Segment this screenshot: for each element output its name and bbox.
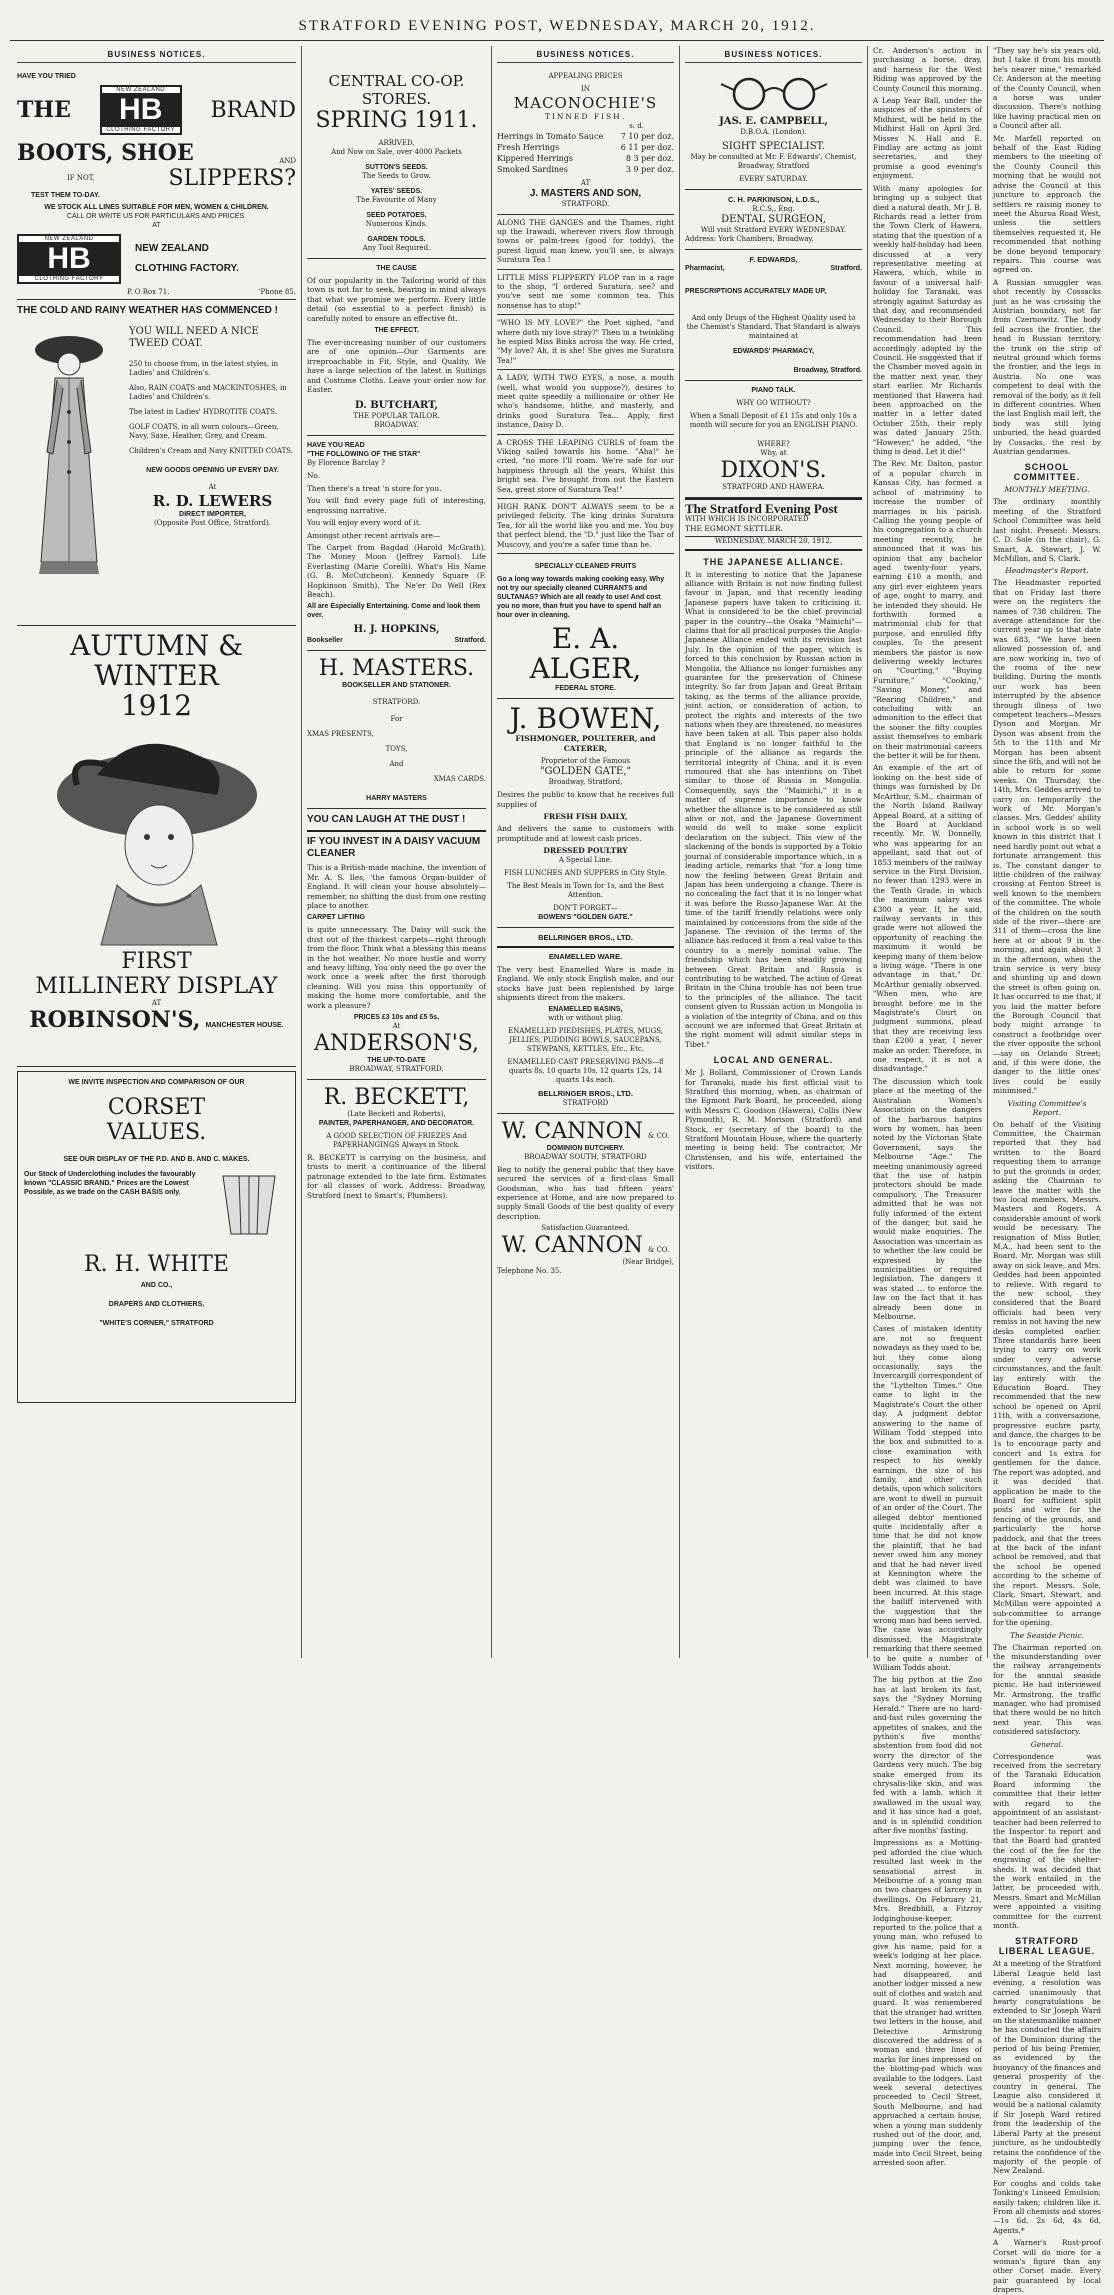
- mistaken-identity: Cases of mistaken identity are not so frequent nowadays as they used to be, but they come along occasionally, says the Invercargill correspondent of the "Lyttelton Times." One came to light in the Magistrate's Court the other day. A judgment debtor answering to the name of William Todd stepped into the box and submitted to a close examination with respect to his weekly earnings, the size of his family, and other such details, upon which solicitors are wont to dwell in pursuit of an order of the Court. The alleged debtor mentioned quite incidentally after a time that he did not know the plaintiff, that he had never owed him any money and that he had never lived at Kennington where the debt was claimed to have been incurred. At this stage the bailiff intervened with the suggestion that the wrong man had been served. The case was accordingly dismissed, the Magistrate remarking that there seemed to be quite a number of William Todds about.: [873, 1324, 982, 1673]
- stock-lines: WE STOCK ALL LINES SUITABLE FOR MEN, WOMEN & CHILDREN.: [44, 204, 269, 211]
- fish-item: Herrings in Tomato Sauce: [497, 131, 604, 141]
- federal-store: FEDERAL STORE.: [555, 685, 616, 693]
- enamelled-body: The very best Enamelled Ware is made in England. We only stock English make, and our stocks have just been replenished by large shipments direct from the makers.: [497, 964, 674, 1002]
- edwards-name: F. EDWARDS,: [749, 254, 798, 264]
- autumn-winter: AUTUMN & WINTER: [69, 629, 244, 692]
- stratford: STRATFORD: [562, 1098, 609, 1107]
- arrived: ARRIVED,: [378, 139, 415, 147]
- column-3: [492, 46, 680, 1658]
- dont-forget: DON'T FORGET—: [553, 903, 618, 912]
- for-label: For: [390, 715, 403, 724]
- stratford-hawera: STRATFORD AND HAWERA.: [722, 483, 825, 491]
- j-masters-son: J. MASTERS AND SON,: [529, 187, 642, 199]
- fish-price-row: [497, 142, 674, 153]
- bookseller-stationer: BOOKSELLER AND STATIONER.: [342, 682, 451, 690]
- masthead: STRATFORD EVENING POST, WEDNESDAY, MARCH 20, 1912.: [10, 14, 1104, 41]
- effect-text: The ever-increasing number of our customers are of one opinion—Our Garments are irreproachable in Fit, Style, and Quality. We have a large selection of the latest in Suitings and Costume Cloths. Leave your order now for Easter.: [307, 338, 486, 395]
- the-label: THE: [17, 96, 71, 123]
- broadway-stratford: BROADWAY, STRATFORD.: [349, 1065, 444, 1074]
- cold-weather-headline: THE COLD AND RAINY WEATHER HAS COMMENCED !: [17, 305, 278, 316]
- late-beckett: (Late Beckett and Roberts),: [347, 1110, 446, 1119]
- cannon-name-2: W. CANNON: [501, 1233, 643, 1259]
- tweed-coat: YOU WILL NEED A NICE TWEED COAT.: [129, 326, 259, 349]
- hb-logo: NEW ZEALAND HB CLOTHING FACTORY: [100, 85, 182, 135]
- every-page: You will find every page full of interesting, engrossing narrative.: [307, 496, 486, 515]
- new-goods: NEW GOODS OPENING UP EVERY DAY.: [146, 467, 279, 474]
- daisy-vacuum: IF YOU INVEST IN A DAISY VACUUM CLEANER: [307, 836, 481, 860]
- campbell-ad: [685, 67, 862, 190]
- maconochie-ad: [497, 67, 674, 215]
- column-2: [302, 46, 492, 1658]
- visiting-committee-report: On behalf of the Visiting Committee, the Chairman reported that they had written to the Board requesting them to arrange to put the grounds in order, asking the Chairman to leave the matter with the two local members, Messrs. Masters and Rogers. A considerable amount of work would be necessary. The resignation of Miss Butler, M.A., had been sent to the Board. Mr. Morgan was still away on sick leave, and Mrs. Geddes had been appointed to relieve. With regard to the new school, they considered that the Board officials had been very remiss in not having the new desks completed earlier. Three standards have been trying to carry on work under very adverse circumstances, and the fault lay entirely with the Education Board. They recommended that the new school be opened on April 11th, with a conversazione, progressive euchre party, and dance, the charges to be 1s to encourage party and concert and 1s extra for gentlemen for the dance. The report was adopted, and it was decided that application be made to the Board for sufficient split posts and wire for the fencing of the grounds, and particularly the horse paddock, and that the trees at the back of the infant school be removed, and that the school be opened according to the scheme of the report. Messrs. Sole, Clark, Smart, Stewart, and McMillan were appointed a sub-committee to arrange for the opening.: [993, 1119, 1102, 1628]
- leap-year-ball: A Leap Year Ball, under the auspices of the spinsters of Midhirst, will be held in the Midhirst Hall on April 3rd. Misses N. Hall and E. Findlay are acting as joint secretaries, and they promise a good evening's enjoyment.: [873, 96, 982, 181]
- invite-inspection: WE INVITE INSPECTION AND COMPARISON OF OUR: [68, 1079, 245, 1086]
- on-sale: And Now on Sale, over 4000 Packets: [331, 148, 462, 156]
- numerous-kinds: Numerous Kinds.: [365, 220, 428, 228]
- beckett-body: R. BECKETT is carrying on the business, and trusts to merit a continuance of the liberal patronage extended to the late firm. Estimates for all classes of work. Address: Broadway, Stratford (next to Smart's, Plumbers).: [307, 1153, 486, 1200]
- broadway: BROADWAY.: [374, 421, 419, 430]
- fishmonger: FISHMONGER, POULTERER, and CATERER,: [515, 734, 656, 753]
- prices: PRICES £3 10s and £5 5s,: [353, 1014, 440, 1022]
- warners-corset: A Warner's Rust-proof Corset will do more for a woman's figure than any other Corset made. Every pair guaranteed by local drapers.: [993, 2238, 1101, 2295]
- enamelled-list: ENAMELLED PIEDISHES, PLATES, MUGS, JELLIES, PUDDING BOWLS, SAUCEPANS, STEWPANS, KETTLES, Etc., Etc.: [507, 1027, 663, 1054]
- school-present: The ordinary monthly meeting of the Stratford School Committee was held last night. Present: Messrs. C. D. Sole (in the chair), G. Smart, A. Stewart, J. W. McMillan, and S. Clark.: [993, 497, 1101, 563]
- address: Address: York Chambers, Broadway.: [685, 234, 814, 243]
- lady-in-hat-illustration: [47, 725, 267, 945]
- fish-item: Kippered Herrings: [497, 153, 574, 163]
- stratford: STRATFORD.: [372, 698, 421, 707]
- fish-item: Smoked Sardines: [497, 164, 568, 174]
- childrens-coats: Children's Cream and Navy KNITTED COATS.: [129, 447, 294, 455]
- general-text: Correspondence was received from the secretary of the Taranaki Education Board informing the committee that their letter with regard to the appointment of an assistant-teacher had been referred to the Inspector to report and that the Board had granted the cost of the fee for the engraving of the shelter-sheds. It was decided that the work entailed in the latter, be proceeded with. Messrs. Smart and McMillan were appointed a visiting committee for the current month.: [993, 1751, 1101, 1930]
- if-not: IF NOT,: [67, 174, 95, 182]
- parkinson-ad: [685, 190, 862, 250]
- fish-lunches: FISH LUNCHES AND SUPPERS in City Style.: [504, 868, 667, 877]
- treat-in-store: Then there's a treat 'n store for you.: [307, 483, 442, 493]
- broadway: Broadway, Stratford,: [548, 778, 623, 787]
- at-label: AT: [580, 178, 591, 187]
- harry-masters: HARRY MASTERS: [366, 795, 427, 803]
- favourite: The Favourite of Many: [356, 196, 437, 204]
- monthly-meeting: MONTHLY MEETING.: [1004, 485, 1090, 495]
- bowen-ad: [497, 699, 674, 928]
- dixons-name: DIXON'S.: [720, 458, 827, 483]
- painter: PAINTER, PAPERHANGER, AND DECORATOR.: [318, 1120, 475, 1128]
- column-1: [12, 46, 302, 1658]
- liberal-league-heading: STRATFORD LIBERAL LEAGUE.: [998, 1936, 1096, 1957]
- tinned-fish: TINNED FISH.: [544, 112, 627, 121]
- consulted: May be consulted at Mr. F. Edwards', Chemist, Broadway, Stratford: [690, 153, 857, 170]
- corset-label: CORSET: [107, 1095, 206, 1120]
- robinson-ad: [17, 626, 296, 1067]
- fresh-fish: FRESH FISH DAILY,: [543, 811, 628, 821]
- delivers: And delivers the same to customers with promptitude and at lowest cash prices.: [497, 824, 674, 843]
- at-label: At: [208, 483, 217, 491]
- see-display: SEE OUR DISPLAY OF THE P.D. AND B. AND C. MAKES.: [63, 1156, 250, 1163]
- hb-logo-small: NEW ZEALAND HB CLOTHING FACTORY: [17, 234, 121, 284]
- local-general-text: Mr J. Bollard, Commissioner of Crown Lands for Taranaki, made his first official visit to Stratford this morning, when, as chairman of the Egmont Park Board, he proceeded, along with Messrs C. Goodson (Hawera), Collis (New Plymouth), R. M. Morison (Stratford) and Stock, er (secretary of the board) to the Stratford Mountain House, where the quarterly meeting is being held. The contractor, Mr Christensen, and his wife, entertained the visitors.: [685, 1068, 862, 1172]
- column-6: [988, 46, 1106, 2295]
- golf-coats: GOLF COATS, in all worn colours—Green, Navy, Saxe, Heather, Grey, and Cream.: [129, 423, 279, 440]
- east-riding: Mr. Marfell reported on behalf of the East Riding members to the meeting of the County Council this morning that he would not advise the Council at this juncture to approach the settlers re raising money to meet the Ahuroa Road West, unless the settlers themselves requested it. He recommended that nothing be done beyond temporary repairs. This course was agreed on.: [993, 133, 1101, 275]
- at-label: AT: [152, 222, 161, 229]
- garden-tools: GARDEN TOOLS.: [367, 236, 426, 243]
- hopkins-name: H. J. HOPKINS,: [353, 624, 440, 636]
- masters-name: H. MASTERS.: [318, 656, 475, 682]
- anderson-horse: Cr. Anderson's action in purchasing a horse, dray, and harness for the West Riding was approved by the County Council this morning.: [873, 46, 982, 93]
- butchart-ad: [307, 259, 486, 436]
- at-label: AT: [151, 999, 162, 1007]
- dboa: D.B.O.A. (London).: [740, 128, 807, 136]
- why-go-without: WHY GO WITHOUT?: [736, 399, 811, 407]
- fish-price-row: [497, 131, 674, 142]
- cannon-body: Beg to notify the general public that they have secured the services of a first-class Small Goodsman, who has had fifteen years' experience at Home, and are now prepared to supply Small Goods of the best quality of every description.: [497, 1164, 674, 1221]
- drapers-clothiers: DRAPERS AND CLOTHIERS,: [108, 1301, 205, 1308]
- japanese-alliance-text: It is interesting to notice that the Japanese alliance with Britain is not now finding fullest favour in Japan, and that recently leading Japanese papers have taken to criticising it. What is considered to be the chief provincial paper in the country—the Osaka "Mainichi"—claims that for all practical purposes the Anglo-Japanese Alliance ended with its revision last July. In the opinion of the paper, which is forced to this conclusion by Russian action in Mongolia, the Alliance no longer furnishes any guarantee for the preservation of Chinese integrity. So far from Japan and Great Britain taking, as the terms of the alliance provide, joint action, or consideration of action, to protect the rights and interests of the two nations when they are threatened, no measures have been taken at all. This paper also holds that England is no longer faithful to the principle of the alliance as regards the territorial integrity of China, and it is even rumoured that she has intentions on Tibet similar to those of Russia in Mongolia. Consequently, says the "Mainichi," it is a matter of supreme importance to know whether the alliance is to be considered as still alive or not, and the Japanese Government would do well to make some explicit declaration on the subject. This view of the slackening of the bonds is supported by a Tokio journal of considerable importance which, in a leading article, remarks that "for a long time now the feeling between Great Britain and Japan has been undergoing a change. There is no concealing the fact that it is no longer what it was before the Russo-Japanese War. At the time of the tariff friendly relations were only maintained by concessions from the side of the Japanese. The revision of the terms of the alliance has reduced it from a real value to this country to a merely nominal value. The friendship which has been steadily growing between Great Britain and Russia is contributing to be watched. The action of Great Britain in the China trouble has not been true to the principles of the alliance. The tacit consent given to Russian action in Mongolia is a violation of the integrity of China, and on this account we are informed that Great Britain at the right moment will admit similar steps in Tibet.": [685, 569, 862, 1049]
- cause-heading: THE CAUSE: [376, 265, 417, 272]
- edwards-ad: [685, 250, 862, 382]
- japanese-alliance-heading: THE JAPANESE ALLIANCE.: [703, 556, 844, 567]
- preserving-pans: ENAMELLED CAST PRESERVING PANS—8 quarts 8s, 10 quarts 10s, 12 quarts 12s, 14 quarts 14s each.: [507, 1058, 664, 1085]
- edwards-pharmacy: EDWARDS' PHARMACY,: [732, 348, 814, 355]
- bellringer-name-2: BELLRINGER BROS., LTD.: [538, 1089, 633, 1099]
- editorial-masthead: [685, 498, 862, 551]
- values-label: VALUES.: [106, 1120, 207, 1145]
- andersons-name: ANDERSON'S,: [313, 1031, 480, 1057]
- nz-label: NEW ZEALAND: [135, 243, 209, 254]
- fruits-body: Go a long way towards making cooking easy. Why not try our specially cleaned CURRANTS and SULTANAS? Which are all ready to use! And cost you no more, than fruit you have to spend half an hour over in cleaning.: [497, 576, 665, 620]
- columns: [12, 46, 1106, 2295]
- half-holiday: With many apologies for bringing up a subject that died a natural death, Mr J. B. Richards read a letter from the Town Clerk of Hawera, stating that the question of a weekly half-holiday had been discussed at a very representative meeting at Hawera, which, while in favour of a universal half-holiday for Taranaki, was strongly against Saturday as that day, and recommended Wednesday to their Borough Council. This recommendation had been accordingly adopted by the Council. He suggested that if the Chamber moved again in the matter next year, they start earlier. Mr Richards mentioned that Hawera had been approached on the matter in a letter dated October 25th, their reply was dated January 25th. "However," he added, "the thing is dead. Let it die!": [873, 183, 982, 457]
- bookseller: Bookseller: [307, 637, 343, 645]
- python: The big python at the Zoo has at last broken its fast, says the "Sydney Morning Herald." There are no hard-and-fast rules governing the appetites of snakes, and the python's five months' abstention from food did not worry the director of the Gardens very much. The big snake emerged from its chrysalis-like skin, and was fed with a lamb, which it swallowed in the usual way, and it has since had a goat, and is in splendid condition after five months' fasting.: [873, 1675, 982, 1835]
- brand-label: BRAND: [210, 97, 296, 123]
- po-box: P. O Box 71.: [127, 288, 170, 296]
- suratura-ad: "WHO IS MY LOVE?" the Poet sighed, "and where doth my love stray?" Then in a twinkling he espied Miss Binks across the way. He cried, "My love? Ah, it is she! She gives me Suratura Tea!": [497, 318, 674, 370]
- suratura-tea-ads: [497, 218, 674, 555]
- dominion-butchery: DOMINION BUTCHERY.: [546, 1144, 625, 1152]
- phone: 'Phone 85.: [258, 288, 296, 296]
- column-4: [680, 46, 868, 1658]
- hb-brand-ad: [17, 67, 296, 300]
- incorporated: WITH WHICH IS INCORPORATED: [685, 515, 809, 523]
- dressed-poultry: DRESSED POULTRY: [543, 846, 628, 856]
- hydrotite: The latest in Ladies' HYDROTITE COATS.: [129, 408, 277, 416]
- bellringer-ad: [497, 928, 674, 1114]
- friezes: A GOOD SELECTION OF FRIEZES And PAPERHANGINGS Always in Stock.: [326, 1132, 467, 1150]
- seaside-picnic: The Chairman reported on the misunderstanding over the railway arrangements for the annual seaside picnic. He had interviewed Mr. Armstrong, the traffic manager, who had promised that there would be no hitch next year. This was considered satisfactory.: [993, 1642, 1101, 1737]
- no: No.: [307, 471, 320, 481]
- suttons-seeds: SUTTON'S SEEDS.: [365, 164, 428, 171]
- paper-date: WEDNESDAY, MARCH 20, 1912.: [685, 536, 862, 546]
- corset-illustration: [209, 1170, 289, 1240]
- and-co: AND CO.,: [140, 1282, 173, 1289]
- enjoy: You will enjoy every word of it.: [307, 518, 422, 528]
- amongst: Amongst other recent arrivals are—: [307, 530, 441, 540]
- seed-potatoes: SEED POTATOES.: [366, 212, 427, 219]
- rh-white-name: R. H. WHITE: [84, 1252, 229, 1277]
- s-d-header: s. d.: [629, 121, 644, 130]
- lewers-name: R. D. LEWERS: [152, 492, 273, 510]
- cause-text: Of our popularity in the Tailoring world of this town is not far to seek, bearing in mind always that what we promise we perform. Every little detail (so essential to a perfect finish) is carefully noted to ensure an effective fit.: [307, 276, 486, 323]
- boots-shoe: BOOTS, SHOE: [17, 140, 194, 166]
- highest-quality: And only Drugs of the Highest Quality used to the Chemist's Standard. That Standard is always maintained at: [686, 314, 861, 340]
- column-header: BUSINESS NOTICES.: [17, 46, 296, 63]
- season-year: 1912: [120, 689, 193, 722]
- coop-title: CENTRAL CO-OP. STORES.: [328, 72, 465, 108]
- where: WHERE?: [757, 440, 790, 448]
- parkinson-name: C. H. PARKINSON, L.D.S.,: [727, 195, 820, 204]
- campbell-name: JAS. E. CAMPBELL,: [719, 116, 828, 127]
- fish-price-list: [497, 131, 674, 175]
- cleaned-fruits: SPECIALLY CLEANED FRUITS: [534, 563, 637, 571]
- suratura-ad: LITTLE MISS FLIPPERTY FLOP ran in a rage to the shop, "I ordered Suratura, see? and you've sent me some common tea. This nonsense has to stop!": [497, 273, 674, 316]
- daisy-body: This is a British-made machine, the invention of Mr. A. S. Iles, 'the famous Organ-builder of England. It will clean your house absolutely—remember, no shifting the dust from one resting place to another.: [307, 863, 486, 910]
- telephone: Telephone No. 35.: [497, 1267, 562, 1276]
- first-label: FIRST: [121, 949, 192, 974]
- spectacles-icon: [719, 76, 829, 112]
- underclothing-stock: Our Stock of Underclothing includes the favourably known "CLASSIC BRAND." Prices are the Lowest Possible, as we trade on the CASH BASIS only.: [24, 1171, 196, 1196]
- opposite-post-office: (Opposite Post Office, Stratford).: [154, 519, 271, 527]
- bowens-golden-gate: BOWEN'S "GOLDEN GATE.": [538, 913, 633, 921]
- any-tool: Any Tool Required.: [362, 244, 431, 252]
- coughs-colds: For coughs and colds take Tonking's Linseed Emulsion; easily taken; children like it. From all chemists and stores—1s 6d, 2s 6d, 4s 6d, Agents.*: [993, 2178, 1101, 2235]
- sight-specialist: SIGHT SPECIALIST.: [722, 141, 825, 152]
- yates-seeds: YATES' SEEDS.: [370, 188, 423, 195]
- seaside-picnic-heading: The Seaside Picnic.: [1009, 1630, 1085, 1640]
- toys: TOYS,: [385, 745, 408, 754]
- carpet-lifting: CARPET LIFTING: [307, 914, 365, 922]
- enamelled-basins: ENAMELLED BASINS,: [548, 1006, 623, 1014]
- suratura-ad: ALONG THE GANGES and the Thames, right up the Irawadi, wherever rivers flow through towns or palm-trees (good for toddy), the purest liquid man knew, you'll see, is always Suratura Tea !: [497, 218, 674, 270]
- laugh-at-dust: YOU CAN LAUGH AT THE DUST !: [307, 814, 466, 826]
- entertaining: All are Especially Entertaining. Come and look them over.: [307, 603, 481, 620]
- carpet-lifting-text: is quite unnecessary. The Daisy will suck the dust out of the thickest carpets—right through from the floor. Think what a blessing this means in the hot weather. No more hustle and worry and heavy lifting. You only need the go over the work once a week after the first thorough cleaning. Will you miss this opportunity of making the home more comfortable, and the work a pleasure?: [307, 925, 486, 1010]
- broadway-south: BROADWAY SOUTH, STRATFORD: [524, 1152, 647, 1161]
- special-line: A Special Line.: [558, 855, 613, 864]
- hatpins: The discussion which took place at the meeting of the Australian Women's Association on the dangers of the barbarous hatpins worn by women, has been noted by the Victorian State Government, says the Melbourne "Age." The meeting unanimously agreed that the use of hatpin protectors should be made compulsory. The Treasurer admitted that he was not fully informed of the extent of the danger, but said he would make enquiries. The Association was uncertain as to whether the law could be expressed by the municipalities or required legislation. The dangers it was stated ... to enforce the law on the fact that it has already been done in Melbourne.: [873, 1076, 982, 1322]
- spring-1911: SPRING 1911.: [315, 108, 478, 133]
- bowen-name: J. BOWEN,: [509, 702, 662, 736]
- liberal-league: At a meeting of the Stratford Liberal League held last evening, a resolution was carried unanimously that hearty congratulations be extended to Sir Joseph Ward on the statesmanlike manner he has conducted the affairs of the Dominion during the period of his being Premier, as evidenced by the buoyancy of the finances and general prosperity of the country in general. The League also considered it would be a national calamity if Sir Joseph Ward retired from the leadership of the Liberal Party at the present juncture, as he undoubtedly retains the confidence of the majority of the people of New Zealand.: [993, 1959, 1101, 2176]
- xmas-presents: XMAS PRESENTS,: [307, 730, 374, 739]
- rcs: R.C.S., Eng.: [752, 204, 795, 213]
- fish-price-row: [497, 164, 674, 175]
- in-label: IN: [581, 85, 590, 93]
- golden-gate: "GOLDEN GATE,": [539, 766, 632, 778]
- visit: Will visit Stratford EVERY WEDNESDAY.: [700, 225, 847, 234]
- desires: Desires the public to know that he receives full supplies of: [497, 790, 674, 809]
- russian-smuggler: A Russian smuggler was shot recently by Cossacks just as he was crossing the Austrian boundary, not far from Czernowitz. The body fell across the frontier, the head in Russian territory, the trunk on the strip of neutral ground which forms the frontier, and the legs in Austria. No one was competent to deal with the removal of the body, as it fell in different countries. When the last English mail left, the body was still lying unburied, the head guarded by Cossacks, the rest by Austrian gendarmes.: [993, 277, 1101, 457]
- column-header: BUSINESS NOTICES.: [685, 46, 862, 63]
- paper-title: The Stratford Evening Post: [685, 501, 838, 516]
- school-committee-heading: SCHOOL COMMITTEE.: [1013, 462, 1081, 483]
- fish-price: 8 3 per doz.: [625, 153, 674, 163]
- railway-appeal: An example of the art of looking on the best side of things was furnished by Dr. McArthur, S.M., chairman of the North Island Railway Appeal Board, at a sitting of the Board at Auckland recently. Mr. W. Donnelly, who was appearing for an appellant, said that out of 1853 members of the railway service in the First Division, no fewer than 1293 were in the Tenth Grade, in which the maximum salary was £300 a year. If, he said, railway servants in this grade were not allowed the opportunity of reaching the maximum it would be keeping many of them below a living wage. "There is one advantage in that," Dr. McArthur genially observed. "When men, who are brought before me in the Magistrate's Court on judgment summons, plead that they are receiving less than £200 a year, I never make an order. Therefore, in one respect, it is not a disadvantage.": [873, 763, 982, 1074]
- dental-surgeon: DENTAL SURGEON,: [721, 213, 826, 225]
- fish-item: Fresh Herrings: [497, 142, 560, 152]
- stratford: Stratford.: [830, 265, 862, 272]
- local-general-heading: LOCAL AND GENERAL.: [713, 1055, 834, 1066]
- best-meals: The Best Meals in Town for 1s, and the Best Attention.: [507, 881, 664, 899]
- effect-heading: THE EFFECT.: [374, 327, 419, 335]
- direct-importer: DIRECT IMPORTER,: [179, 511, 246, 518]
- bellringer-name: BELLRINGER BROS., LTD.: [538, 932, 633, 942]
- millinery-display: MILLINERY DISPLAY: [35, 974, 278, 999]
- whites-corner: "WHITE'S CORNER," STRATFORD: [99, 1320, 214, 1327]
- fish-price: 7 10 per doz.: [620, 131, 674, 141]
- why-at: Why, at: [760, 449, 787, 457]
- and-label: AND: [279, 157, 296, 165]
- piano-talk: PIANO TALK.: [751, 387, 796, 394]
- lewers-ad: [17, 300, 296, 626]
- suratura-ad: A CROSS THE LEAPING CURLS of foam the Viking sailed towards his home. "Aha!" he cried, "no more I'll roam. We're safe for our happiness through all the years, Whilst this bright sea. I've brought from out the Eastern Sea, great store of Suratura Tea!": [497, 438, 674, 499]
- slippers: SLIPPERS?: [168, 166, 296, 191]
- have-you-read: HAVE YOU READ: [307, 442, 365, 450]
- rain-coats: Also, RAIN COATS and MACKINTOSHES, in Ladies' and Children's.: [129, 384, 287, 401]
- egmont-settler: THE EGMONT SETTLER.: [685, 524, 783, 533]
- lodging-arrest: Impressions as a Motting-ped afforded the clue which resulted last week in the sensational arrest in Melbourne of a young man on two charges of larceny in dwellings. On February 21, Mrs. Bredbhill, a Fitzroy lodginghouse-keeper, reported to the police that a young man, who refused to give his name, paid for a week's lodging at her place. Next morning, however, he had disappeared, and another lodger missed a new suit of clothes and watch and guard. It was remembered that the stranger had written two letters in the house, and Detective Armstrong discovered the address of a woman and three lines of marks for lines impressed on the blotting-pad which was available to the lodgers. Last week several detectives proceeded to Cecil Street, South Melbourne, and had approached a certain house, when a young man suddenly rushed out of the door, and, jumping over the fence, made into Cecil Street, being arrested soon after.: [873, 1838, 982, 2168]
- butchart-name: D. BUTCHART,: [354, 400, 439, 412]
- at-label: At: [392, 1022, 401, 1031]
- horse-age: "They say he's six years old, but I take it from his mouth he's nearer nine," remarked Cr. Anderson at the meeting of the County Council, when a horse was under discussion. There's nothing like having practical men on a Council after all.: [993, 46, 1101, 131]
- up-to-date: THE UP-TO-DATE: [367, 1057, 426, 1065]
- popular-tailor: THE POPULAR TAILOR.: [353, 412, 440, 421]
- fish-price: 6 11 per doz.: [620, 142, 674, 152]
- suratura-ad: A LADY, WITH TWO EYES, a nose, a mouth (well, what would you suppose?), desires to meet quite speedily a millionaire or other He who's handsome, blithe, and masterly, and drinks good Suratura Tea... Apply, first instance, Daisy D.: [497, 373, 674, 434]
- column-5: [868, 46, 988, 2168]
- have-you-tried: HAVE YOU TRIED: [17, 73, 76, 80]
- headmaster-report-heading: Headmaster's Report.: [1005, 566, 1089, 576]
- seeds-to-grow: The Seeds to Grow.: [362, 172, 431, 180]
- visiting-committee-heading: Visiting Committee's Report.: [1007, 1098, 1087, 1117]
- test-them: TEST THEM TO-DAY.: [31, 192, 100, 199]
- alger-ad: [497, 557, 674, 699]
- prescriptions: PRESCRIPTIONS ACCURATELY MADE UP,: [685, 288, 827, 295]
- appealing-prices: APPEALING PRICES: [548, 72, 623, 80]
- and-label: And: [389, 760, 404, 769]
- beckett-name: R. BECKETT,: [323, 1085, 470, 1111]
- satisfaction: Satisfaction Guaranteed.: [541, 1224, 630, 1233]
- lady-in-coat-illustration: [17, 322, 125, 592]
- beckett-ad: [307, 1080, 486, 1208]
- fish-price: 3 9 per doz.: [625, 164, 674, 174]
- robinsons-name: ROBINSON'S,: [29, 1007, 201, 1033]
- alger-name: E. A. ALGER,: [529, 622, 642, 686]
- cannon-ad: [497, 1114, 674, 1281]
- cannon-co-2: & CO.: [647, 1246, 670, 1255]
- every-saturday: EVERY SATURDAY.: [739, 175, 808, 183]
- enamelled-ware: ENAMELLED WARE.: [548, 952, 623, 962]
- suratura-ad: HIGH RANK DON'T ALWAYS seem to be a privileged felicity. The king drinks Suratura Tea, for all the world like you and me. You buy that perfect blend, the "D." just like the Tsar of Muscovy, and you're a safer time than he.: [497, 502, 674, 554]
- book-title: "THE FOLLOWING OF THE STAR": [307, 451, 421, 459]
- near-bridge: (Near Bridge),: [622, 1258, 674, 1267]
- small-deposit: When a Small Deposit of £1 15s and only 10s a month will secure for you an ENGLISH PIANO.: [689, 412, 858, 429]
- column-header: BUSINESS NOTICES.: [497, 46, 674, 63]
- hopkins-ad: [307, 436, 486, 651]
- general-heading: General.: [1030, 1739, 1064, 1749]
- recent-books: The Carpet from Bagdad (Harold McGrath). The Money Moon (Jeffrey Farnol). Life Everlasting (Marie Corelli). What's His Name (G. B. McCutcheon). Kennedy Square (F. Hopkinson Smith). The Ne'er Do Well (Rex Beach).: [307, 542, 486, 599]
- broadway-stratford: Broadway, Stratford.: [793, 367, 862, 374]
- cannon-name: W. CANNON: [501, 1118, 643, 1144]
- matrimony-school: The Rev. Mr. Dalton, pastor of a popular church in Kansas City, has formed a school of matrimony to increase the number of marriages in his parish. Calling the young people of his congregation to a church meeting recently, he announced that it was his opinion that any bachelor aged twenty-four years, earning £10 a month, and any girl ever eighteen years of age, ought to marry, and he intended they should. He forthwith formed a matrimonial club for that purpose, and enrolled fifty couples. To the present members the pastor is now delivering weekly lectures on "Courting," "Buying Furniture," "Cooking," "Saving Money," and "Rearing Children," and concluding with an admonition to the effect that the sooner the fifty couples assist themselves to embark on their matrimonial careers the better it will be for them.: [873, 459, 982, 761]
- maconochies: MACONOCHIE'S: [513, 94, 658, 112]
- xmas-cards: XMAS CARDS.: [433, 775, 486, 784]
- fish-price-row: [497, 153, 674, 164]
- stratford: Stratford.: [454, 637, 486, 645]
- call-write: CALL OR WRITE US FOR PARTICULARS AND PRICES.: [66, 213, 247, 220]
- manchester-house: MANCHESTER HOUSE.: [205, 1022, 284, 1029]
- central-coop-ad: [307, 67, 486, 259]
- daisy-vacuum-ad: [307, 809, 486, 1080]
- pharmacist: Pharmacist,: [685, 265, 725, 272]
- clothing-factory: CLOTHING FACTORY.: [135, 263, 239, 274]
- headmaster-report: The Headmaster reported that on Friday last there were on the registers the names of 738 children. The average attendance for the current year up to that date was 683. "We have been allowed possession of, and are now working in, two of the rooms of the new building. During the month our work has been interrupted by the absence through illness of two competent teachers—Messrs Dyson and Morgan. Mr Dyson was absent from the 5th to the 11th and Mr Morgan has been absent since the 6th, and will not be able to return for some weeks. On Thursday, the 14th, Mrs. Geddes arrived to carry on temporarily the work of Mr. Morgan's classes. Mrs. Geddes' ability in school work is so well known in this district that I need hardly point out what a fortunate arrangement this is. The constant danger to little children of the railway crossing at Fenton Street is well known to the members of the committee. The whole of the children on the south side of the river—there are 311 of them—cross the line here at or about 9 in the morning, and again about 3 in the afternoon, when the train service is very busy and shunting up and down the street is often going on. It has occurred to me that, if you laid the matter before the Borough Council that body might arrange to construct a footbridge over the river opposite the school—say on Orlando Street; and, if this were done, the danger to the little ones' lives could be easily minimised.": [993, 578, 1101, 1096]
- with-plug: with or without plug.: [548, 1014, 623, 1023]
- proprietor: Proprietor of the Famous: [540, 757, 631, 766]
- dixon-ad: [685, 381, 862, 498]
- stratford: STRATFORD.: [561, 199, 610, 208]
- by-author: By Florence Barclay ?: [307, 459, 385, 468]
- cannon-co: & CO.: [647, 1131, 670, 1140]
- choose-from: 250 to choose from, in the latest styles, in Ladies' and Children's.: [129, 360, 279, 377]
- rh-white-ad: [17, 1071, 296, 1403]
- masters-ad: [307, 651, 486, 809]
